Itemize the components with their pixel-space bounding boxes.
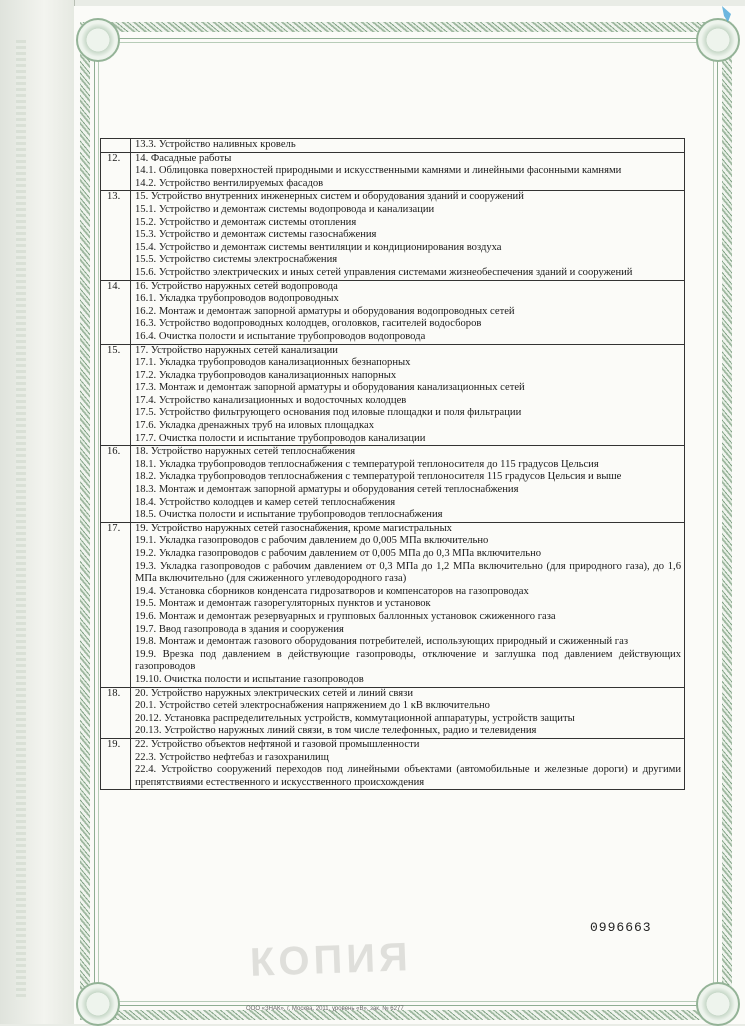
copy-watermark: КОПИЯ bbox=[249, 935, 413, 985]
work-item: 16.3. Устройство водопроводных колодцев, оголовков, гасителей водосборов bbox=[135, 318, 482, 330]
work-item: 16.4. Очистка полости и испытание трубопроводов водопровода bbox=[135, 330, 426, 342]
work-item: 19.10. Очистка полости и испытание газопроводов bbox=[135, 673, 364, 685]
work-group-title: 22. Устройство объектов нефтяной и газовой промышленности bbox=[135, 738, 420, 750]
table-row bbox=[101, 191, 685, 280]
serial-number: 0996663 bbox=[590, 920, 652, 935]
adjacent-page-edge bbox=[0, 0, 75, 1024]
table-row bbox=[101, 687, 685, 738]
work-item: 17.1. Укладка трубопроводов канализационных безнапорных bbox=[135, 357, 411, 369]
work-item: 16.2. Монтаж и демонтаж запорной арматуры и оборудования водопроводных сетей bbox=[135, 305, 515, 317]
corner-ornament-bottom-left bbox=[76, 982, 120, 1026]
row-number: 14. bbox=[101, 280, 131, 344]
work-group-title: 19. Устройство наружных сетей газоснабжения, кроме магистральных bbox=[135, 522, 452, 534]
row-number: 19. bbox=[101, 738, 131, 789]
work-item: 20.12. Установка распределительных устройств, коммутационной аппаратуры, устройств защиты bbox=[135, 712, 575, 724]
work-types-table bbox=[100, 138, 685, 790]
row-content bbox=[131, 152, 685, 191]
row-content bbox=[131, 522, 685, 687]
work-item: 19.4. Установка сборников конденсата гидрозатворов и компенсаторов на газопроводах bbox=[135, 585, 529, 597]
table-row bbox=[101, 522, 685, 687]
row-number: 17. bbox=[101, 522, 131, 687]
work-group-title: 18. Устройство наружных сетей теплоснабжения bbox=[135, 446, 356, 458]
row-content bbox=[131, 191, 685, 280]
work-item: 17.7. Очистка полости и испытание трубопроводов канализации bbox=[135, 432, 426, 444]
table-row bbox=[101, 280, 685, 344]
work-item: 18.5. Очистка полости и испытание трубопроводов теплоснабжения bbox=[135, 509, 443, 521]
corner-ornament-top-right bbox=[696, 18, 740, 62]
work-item: 18.2. Укладка трубопроводов теплоснабжения с температурой теплоносителя 115 градусов Цельсия и выше bbox=[135, 471, 622, 483]
row-number: 13. bbox=[101, 191, 131, 280]
work-item: 14.2. Устройство вентилируемых фасадов bbox=[135, 177, 324, 189]
table-row bbox=[101, 738, 685, 789]
row-content bbox=[131, 139, 685, 153]
work-group-title: 13.3. Устройство наливных кровель bbox=[135, 139, 296, 150]
work-item: 19.9. Врезка под давлением в действующие газопроводы, отключение и заглушка под давлением действующих газопроводов bbox=[135, 648, 681, 673]
work-item: 15.5. Устройство системы электроснабжения bbox=[135, 254, 338, 266]
table-row bbox=[101, 152, 685, 191]
work-item: 22.3. Устройство нефтебаз и газохранилищ bbox=[135, 751, 329, 763]
row-content bbox=[131, 344, 685, 446]
table-row bbox=[101, 446, 685, 523]
work-item: 19.8. Монтаж и демонтаж газового оборудования потребителей, использующих природный и сжиженный газ bbox=[135, 636, 629, 648]
work-item: 18.1. Укладка трубопроводов теплоснабжения с температурой теплоносителя до 115 градусов Цельсия bbox=[135, 458, 599, 470]
row-number: 15. bbox=[101, 344, 131, 446]
row-number: 18. bbox=[101, 687, 131, 738]
work-item: 17.2. Укладка трубопроводов канализационных напорных bbox=[135, 369, 397, 381]
work-item: 19.5. Монтаж и демонтаж газорегуляторных пунктов и установок bbox=[135, 598, 431, 610]
work-item: 19.7. Ввод газопровода в здания и сооружения bbox=[135, 623, 344, 635]
work-item: 19.3. Укладка газопроводов с рабочим давлением от 0,3 МПа до 1,2 МПа включительно (для природного газа), до 1,6 МПа включительно (для сжиженного углеводородного газа) bbox=[135, 560, 681, 585]
table-row bbox=[101, 344, 685, 446]
work-item: 17.3. Монтаж и демонтаж запорной арматуры и оборудования канализационных сетей bbox=[135, 382, 525, 394]
work-item: 20.13. Устройство наружных линий связи, в том числе телефонных, радио и телевидения bbox=[135, 725, 537, 737]
work-item: 18.3. Монтаж и демонтаж запорной арматуры и оборудования сетей теплоснабжения bbox=[135, 484, 519, 496]
work-item: 22.4. Устройство сооружений переходов под линейными объектами (автомобильные и железные дороги) и другими препятствиями естественного и искусственного происхождения bbox=[135, 764, 681, 788]
work-group-title: 20. Устройство наружных электрических сетей и линий связи bbox=[135, 687, 414, 699]
table-row bbox=[101, 139, 685, 153]
work-item: 17.4. Устройство канализационных и водосточных колодцев bbox=[135, 394, 407, 406]
work-item: 17.5. Устройство фильтрующего основания под иловые площадки и поля фильтрации bbox=[135, 407, 522, 419]
work-item: 16.1. Укладка трубопроводов водопроводных bbox=[135, 293, 339, 305]
work-item: 17.6. Укладка дренажных труб на иловых площадках bbox=[135, 420, 375, 432]
work-item: 14.1. Облицовка поверхностей природными и искусственными камнями и линейными фасонными камнями bbox=[135, 165, 622, 177]
row-content bbox=[131, 738, 685, 789]
row-content bbox=[131, 687, 685, 738]
work-item: 15.6. Устройство электрических и иных сетей управления системами жизнеобеспечения зданий и сооружений bbox=[135, 266, 633, 278]
row-content bbox=[131, 280, 685, 344]
row-number bbox=[101, 139, 131, 153]
printer-footnote: ООО «ЗНАК», г. Москва, 2011, уровень «В», зак. № 6277 bbox=[246, 1006, 404, 1012]
work-item: 18.4. Устройство колодцев и камер сетей теплоснабжения bbox=[135, 496, 396, 508]
work-item: 20.1. Устройство сетей электроснабжения напряжением до 1 кВ включительно bbox=[135, 700, 490, 712]
work-group-title: 15. Устройство внутренних инженерных систем и оборудования зданий и сооружений bbox=[135, 191, 524, 203]
work-item: 19.2. Укладка газопроводов с рабочим давлением от 0,005 МПа до 0,3 МПа включительно bbox=[135, 548, 542, 559]
work-item: 15.2. Устройство и демонтаж системы отопления bbox=[135, 216, 357, 228]
corner-ornament-top-left bbox=[76, 18, 120, 62]
work-item: 15.1. Устройство и демонтаж системы водопровода и канализации bbox=[135, 203, 435, 215]
row-number: 12. bbox=[101, 152, 131, 191]
corner-ornament-bottom-right bbox=[696, 982, 740, 1026]
work-group-title: 14. Фасадные работы bbox=[135, 152, 232, 164]
work-item: 19.1. Укладка газопроводов с рабочим давлением до 0,005 МПа включительно bbox=[135, 535, 489, 547]
ink-mark-icon bbox=[719, 4, 735, 24]
work-group-title: 17. Устройство наружных сетей канализации bbox=[135, 344, 338, 356]
work-item: 19.6. Монтаж и демонтаж резервуарных и групповых баллонных установок сжиженного газа bbox=[135, 610, 556, 622]
work-item: 15.3. Устройство и демонтаж системы газоснабжения bbox=[135, 229, 377, 241]
work-group-title: 16. Устройство наружных сетей водопровода bbox=[135, 280, 338, 292]
row-number: 16. bbox=[101, 446, 131, 523]
binding-stripe bbox=[16, 40, 26, 1000]
row-content bbox=[131, 446, 685, 523]
work-item: 15.4. Устройство и демонтаж системы вентиляции и кондиционирования воздуха bbox=[135, 241, 502, 253]
